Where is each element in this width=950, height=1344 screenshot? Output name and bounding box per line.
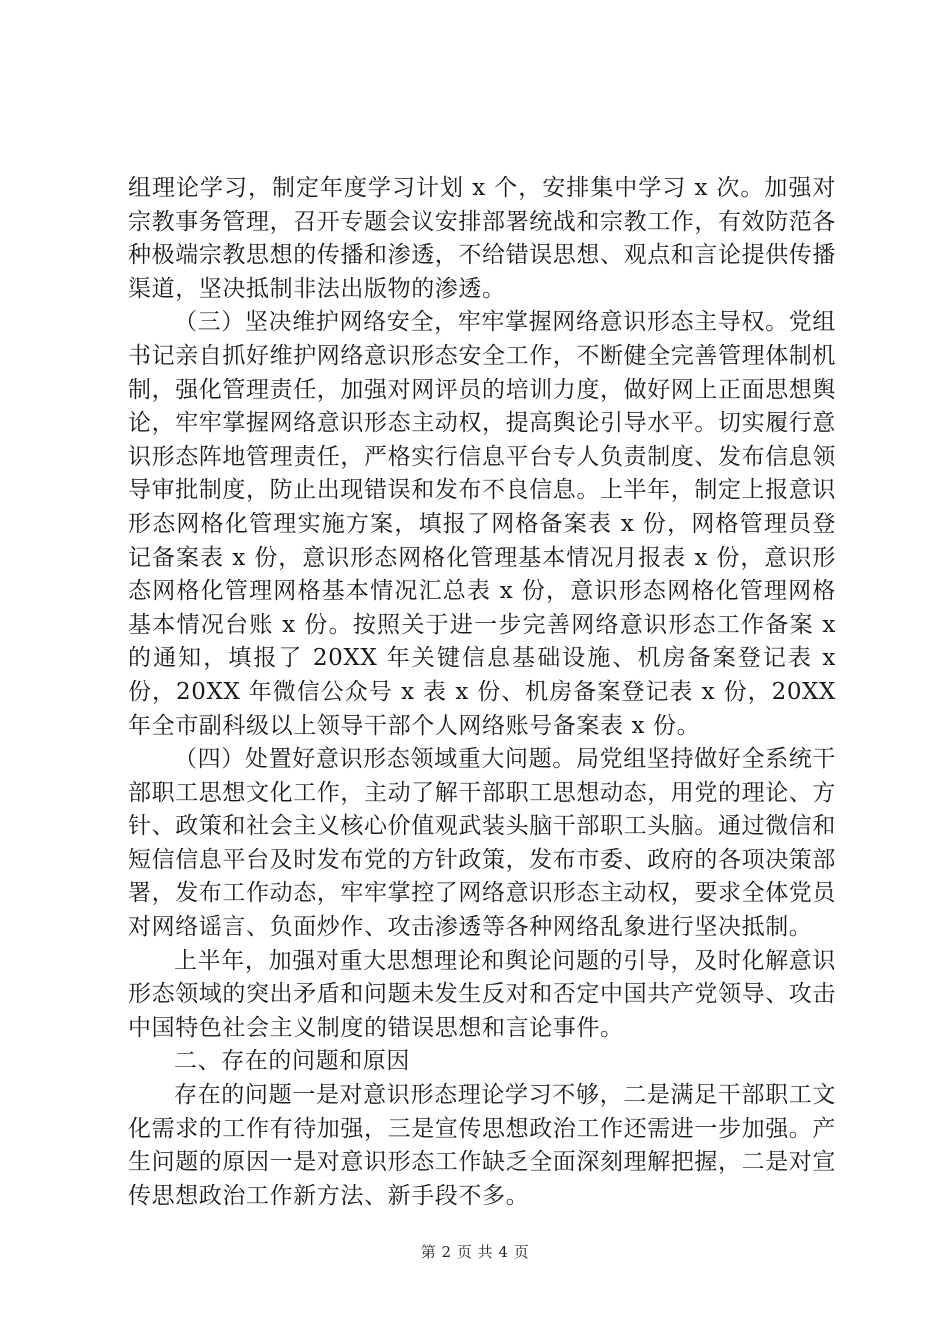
paragraph-section-4: （四）处置好意识形态领域重大问题。局党组坚持做好全系统干部职工思想文化工作，主动了解干部职工思想动态，用党的理论、方针、政策和社会主义核心价值观武装头脑干部职工头脑。通过微信和短信信息平台及时发布党的方针政策，发布市委、政府的各项决策部署，发布工作动态，牢牢掌控了网络意识形态主动权，要求全体党员对网络谣言、负面炒作、攻击渗透等各种网络乱象进行坚决抵制。 bbox=[128, 746, 836, 941]
paragraph-problems: 存在的问题一是对意识形态理论学习不够，二是满足干部职工文化需求的工作有待加强，三是宣传思想政治工作还需进一步加强。产生问题的原因一是对意识形态工作缺乏全面深刻理解把握，二是对宣传思想政治工作新方法、新手段不多。 bbox=[128, 1082, 836, 1209]
section-heading-problems: 二、存在的问题和原因 bbox=[174, 1048, 410, 1075]
page-footer: 第 2 页 共 4 页 bbox=[420, 1243, 530, 1261]
paragraph-continuation: 组理论学习，制定年度学习计划 x 个，安排集中学习 x 次。加强对宗教事务管理，召开专题会议安排部署统战和宗教工作，有效防范各种极端宗教思想的传播和渗透，不给错误思想、观点和言论提供传播渠道，坚决抵制非法出版物的渗透。 bbox=[128, 175, 836, 302]
document-body bbox=[128, 172, 836, 1213]
paragraph-section-3: （三）坚决维护网络安全，牢牢掌握网络意识形态主导权。党组书记亲自抓好维护网络意识形态安全工作，不断健全完善管理体制机制，强化管理责任，加强对网评员的培训力度，做好网上正面思想舆论，牢牢掌握网络意识形态主动权，提高舆论引导水平。切实履行意识形态阵地管理责任，严格实行信息平台专人负责制度、发布信息领导审批制度，防止出现错误和发布不良信息。上半年，制定上报意识形态网格化管理实施方案，填报了网格备案表 x 份，网格管理员登记备案表 x 份，意识形态网格化管理基本情况月报表 x 份，意识形态网格化管理网格基本情况汇总表 x 份，意识形态网格化管理网格基本情况台账 x 份。按照关于进一步完善网络意识形态工作备案 x 的通知，填报了 20XX 年关键信息基础设施、机房备案登记表 x 份，20XX 年微信公众号 x 表 x 份、机房备案登记表 x 份，20XX 年全市副科级以上领导干部个人网络账号备案表 x 份。 bbox=[128, 309, 836, 739]
paragraph-first-half-year: 上半年，加强对重大思想理论和舆论问题的引导，及时化解意识形态领域的突出矛盾和问题未发生反对和否定中国共产党领导、攻击中国特色社会主义制度的错误思想和言论事件。 bbox=[128, 947, 836, 1041]
